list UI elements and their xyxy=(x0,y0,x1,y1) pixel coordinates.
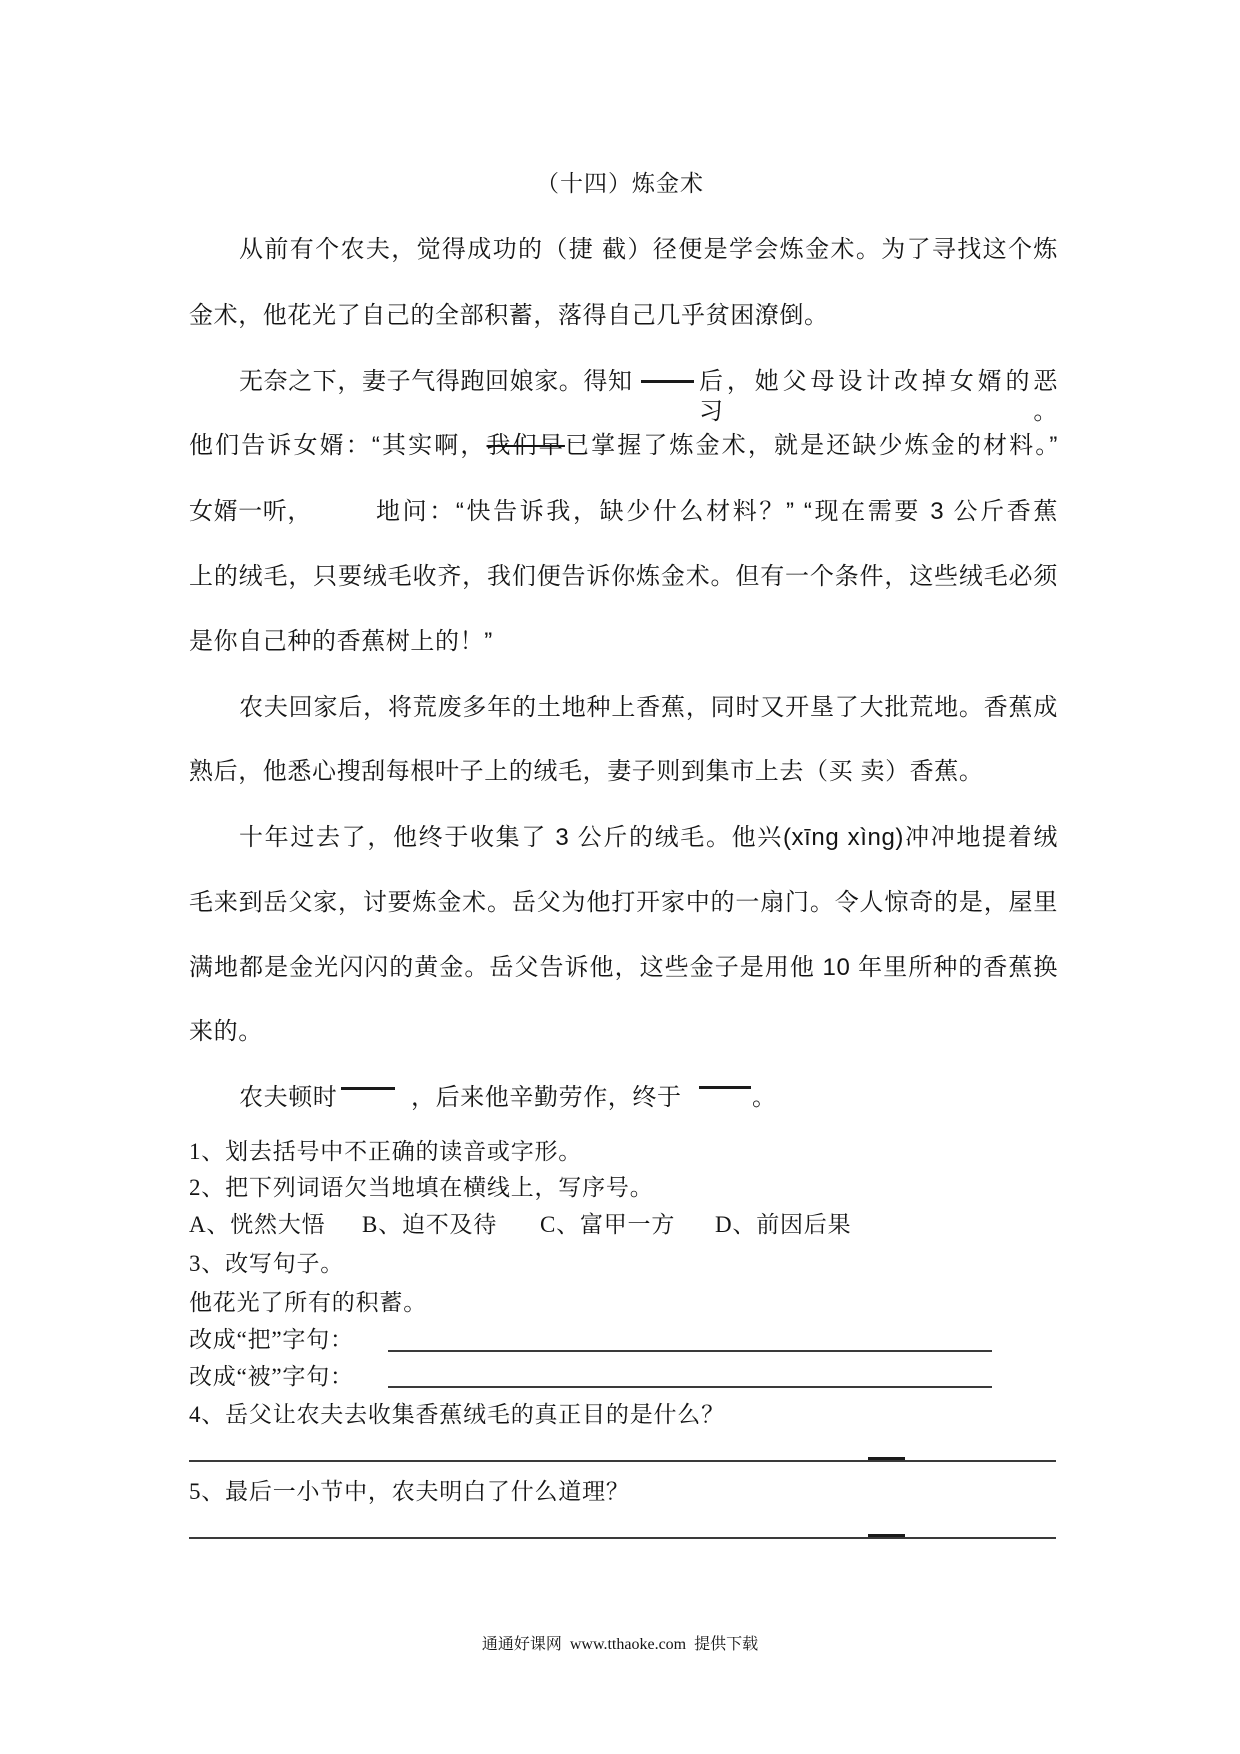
rewrite-bei-label: 改成“被”字句： xyxy=(189,1364,354,1389)
question-5: 5、最后一小节中，农夫明白了什么道理？ xyxy=(189,1479,630,1504)
passage-line: 地问：“快告诉我，缺少什么材料？” “现在需要 3 公斤香蕉 xyxy=(376,498,1058,525)
passage-line: 农夫顿时 xyxy=(239,1084,338,1111)
passage-line: 农夫回家后，将荒废多年的土地种上香蕉，同时又开垦了大批荒地。香蕉成 xyxy=(239,694,1058,721)
question-3: 3、改写句子。 xyxy=(189,1251,345,1276)
passage-line: 上的绒毛，只要绒毛收齐，我们便告诉你炼金术。但有一个条件，这些绒毛必须 xyxy=(189,563,1058,590)
option-b: B、迫不及待 xyxy=(362,1212,498,1237)
question-3-sentence: 他花光了所有的积蓄。 xyxy=(189,1290,427,1315)
passage-line: 十年过去了，他终于收集了 3 公斤的绒毛。他兴(xīng xìng)冲冲地提着绒 xyxy=(239,824,1058,851)
passage-line: 。 xyxy=(752,1084,777,1111)
fill-blank xyxy=(341,1087,395,1090)
passage-line: 满地都是金光闪闪的黄金。岳父告诉他，这些金子是用他 10 年里所种的香蕉换 xyxy=(189,954,1058,981)
question-1: 1、划去括号中不正确的读音或字形。 xyxy=(189,1139,583,1164)
struck-text: 我们早 xyxy=(486,432,565,459)
passage-text: 已掌握了炼金术，就是还缺少炼金的材料。” xyxy=(564,432,1058,459)
passage-line: 从前有个农夫，觉得成功的（捷 截）径便是学会炼金术。为了寻找这个炼 xyxy=(239,236,1058,263)
passage-line: 金术，他花光了自己的全部积蓄，落得自己几乎贫困潦倒。 xyxy=(189,302,829,329)
passage-line: 无奈之下，妻子气得跑回娘家。得知 xyxy=(239,368,633,395)
answer-line xyxy=(388,1386,992,1388)
fill-blank xyxy=(641,380,694,383)
answer-line xyxy=(388,1350,992,1352)
passage-line: 毛来到岳父家，讨要炼金术。岳父为他打开家中的一扇门。令人惊奇的是，屋里 xyxy=(189,889,1058,916)
option-d: D、前因后果 xyxy=(715,1212,852,1237)
passage-line: 女婿一听， xyxy=(189,498,312,525)
passage-line: 熟后，他悉心搜刮每根叶子上的绒毛，妻子则到集市上去（买 卖）香蕉。 xyxy=(189,758,984,785)
passage-line xyxy=(189,431,1058,461)
passage-line: 来的。 xyxy=(189,1018,263,1045)
answer-line-mark xyxy=(868,1457,905,1460)
question-4: 4、岳父让农夫去收集香蕉绒毛的真正目的是什么？ xyxy=(189,1402,725,1427)
page-title: （十四）炼金术 xyxy=(536,170,704,196)
answer-line xyxy=(189,1537,1056,1539)
rewrite-ba-label: 改成“把”字句： xyxy=(189,1327,354,1352)
passage-line: ，后来他辛勤劳作，终于 xyxy=(411,1084,682,1111)
answer-line xyxy=(189,1460,1056,1462)
question-2: 2、把下列词语欠当地填在横线上，写序号。 xyxy=(189,1175,654,1200)
passage-text: 他们告诉女婿：“其实啊， xyxy=(189,432,487,459)
option-c: C、富甲一方 xyxy=(540,1212,676,1237)
option-a: A、恍然大悟 xyxy=(189,1212,326,1237)
fill-blank xyxy=(699,1086,751,1089)
passage-line: 后，她父母设计改掉女婿的恶习。 xyxy=(699,368,1058,425)
passage-line: 是你自己种的香蕉树上的！” xyxy=(189,628,493,655)
page-footer: 通通好课网 www.tthaoke.com 提供下载 xyxy=(481,1636,759,1653)
answer-line-mark xyxy=(868,1534,905,1537)
